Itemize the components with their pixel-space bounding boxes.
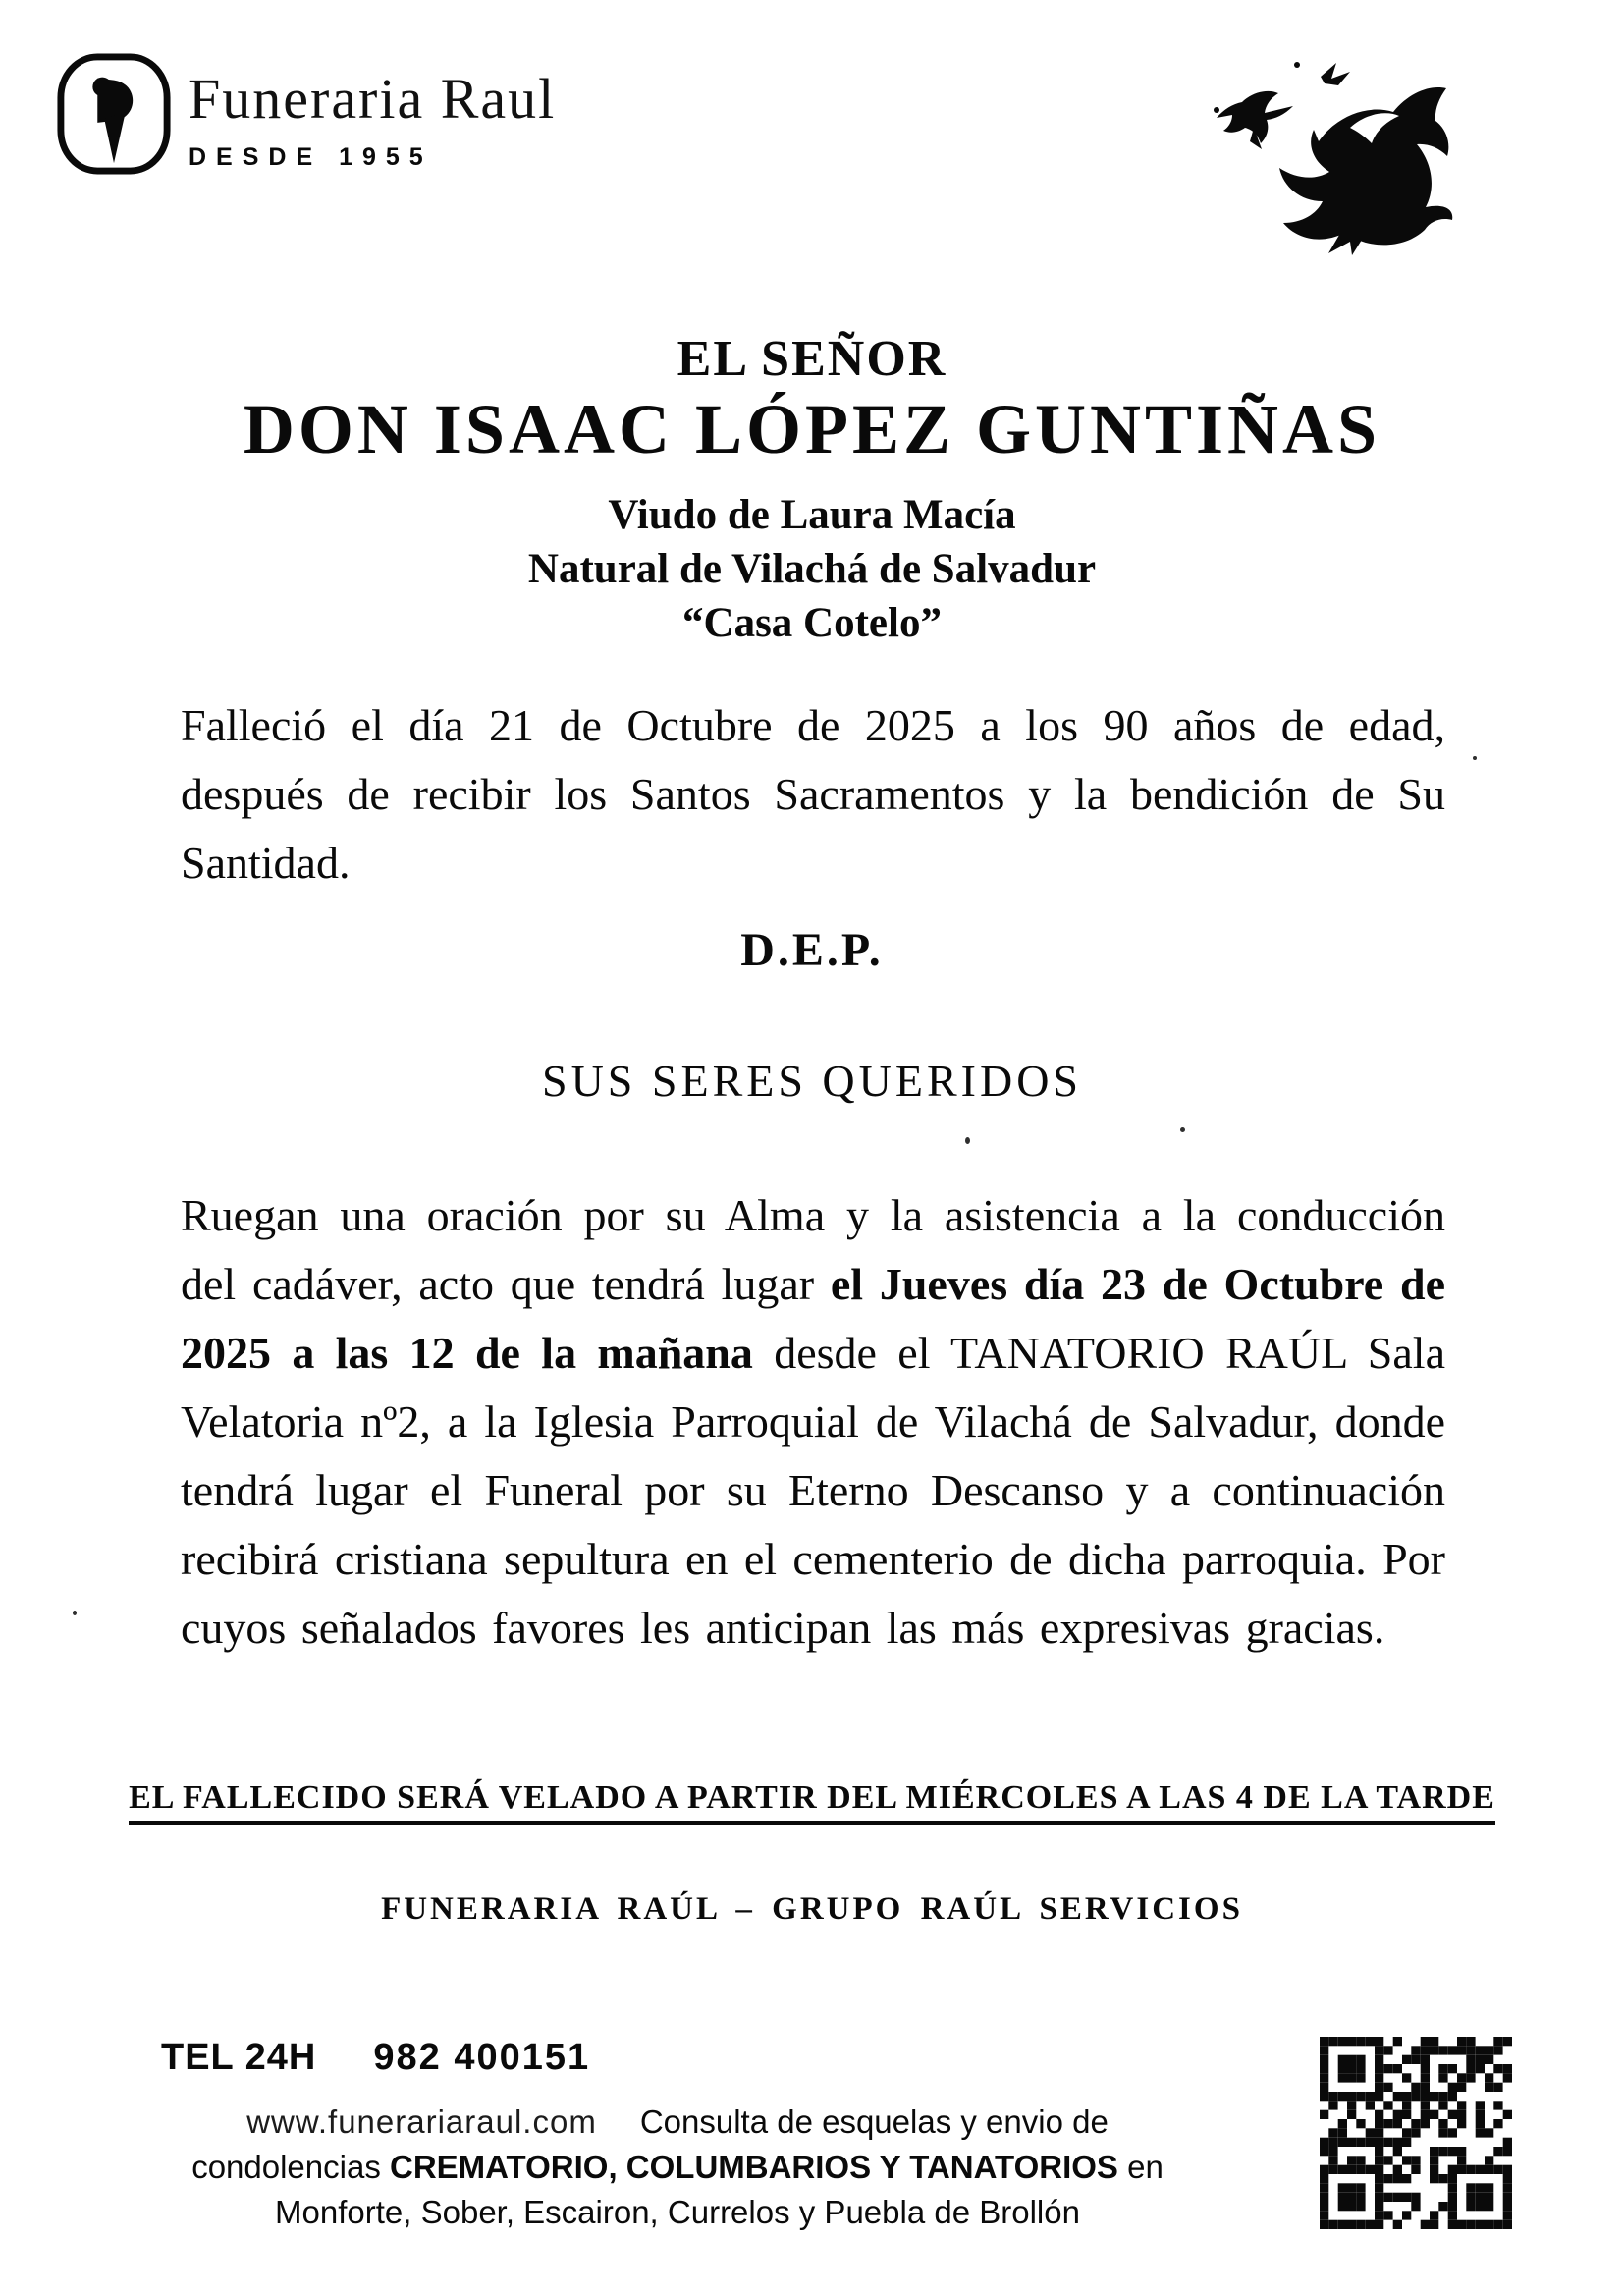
qr-code-icon	[1320, 2037, 1512, 2229]
services-bold: CREMATORIO, COLUMBARIOS Y TANATORIOS	[390, 2149, 1118, 2185]
mourners-line: SUS SERES QUERIDOS	[542, 1056, 1082, 1106]
services-post: en	[1117, 2149, 1164, 2185]
scan-speck	[1180, 1127, 1185, 1132]
funeral-details-paragraph	[181, 1181, 1445, 1663]
doves-illustration-icon	[1203, 51, 1463, 257]
rip-abbreviation: D.E.P.	[740, 924, 884, 976]
funeral-details-part2: desde el TANATORIO RAÚL Sala Velatoria nº2, a la Iglesia Parroquial de Vilachá de Salvadur, donde tendrá lugar el Funeral por su Eterno Descanso y a continuación recibirá cristiana sepultura en el cementerio de dicha parroquia. Por cuyos señalados favores les anticipan las más expresivas gracias.	[181, 1328, 1445, 1653]
tel-24h-label: TEL 24H	[161, 2037, 317, 2078]
funeral-details-part1: Ruegan una oración por su Alma y la asistencia a la conducción del cadáver, acto que tendrá lugar	[181, 1190, 1445, 1309]
funeraria-raul-logo	[55, 49, 556, 179]
company-line: FUNERARIA RAÚL – GRUPO RAÚL SERVICIOS	[381, 1891, 1243, 1927]
wake-notice-text: EL FALLECIDO SERÁ VELADO A PARTIR DEL MIÉRCOLES A LAS 4 DE LA TARDE	[129, 1779, 1495, 1825]
services-pre: condolencias	[191, 2149, 390, 2185]
website-services-line	[69, 2104, 1286, 2141]
death-notice-paragraph: Falleció el día 21 de Octubre de 2025 a los 90 años de edad, después de recibir los Santos Sacramentos y la bendición de Su Santidad.	[181, 700, 1445, 888]
funeral-datetime-bold: el Jueves día 23 de Octubre de 2025 a las 12 de la mañana	[181, 1259, 1445, 1378]
salutation-heading: EL SEÑOR	[677, 331, 947, 387]
tel-number: 982 400151	[373, 2037, 591, 2078]
condolences-line	[69, 2149, 1286, 2186]
phone-row	[161, 2037, 590, 2079]
logo-since-text: DESDE 1955	[189, 143, 433, 171]
logo-brand-text: Funeraria Raul	[189, 67, 557, 131]
wake-notice	[0, 1779, 1624, 1825]
services-text-1: Consulta de esquelas y envio de	[639, 2104, 1109, 2140]
scan-speck	[1473, 756, 1477, 760]
locations-line: Monforte, Sober, Escairon, Currelos y Puebla de Brollón	[275, 2194, 1080, 2230]
website-url: www.funerariaraul.com	[246, 2104, 597, 2140]
scan-speck	[73, 1611, 77, 1615]
raul-logo-icon	[55, 49, 173, 179]
house-name-line: “Casa Cotelo”	[682, 600, 942, 646]
origin-line: Natural de Vilachá de Salvadur	[527, 546, 1097, 592]
scan-speck	[965, 1137, 970, 1144]
deceased-name-heading: DON ISAAC LÓPEZ GUNTIÑAS	[243, 390, 1381, 468]
relationship-line: Viudo de Laura Macía	[608, 492, 1016, 538]
